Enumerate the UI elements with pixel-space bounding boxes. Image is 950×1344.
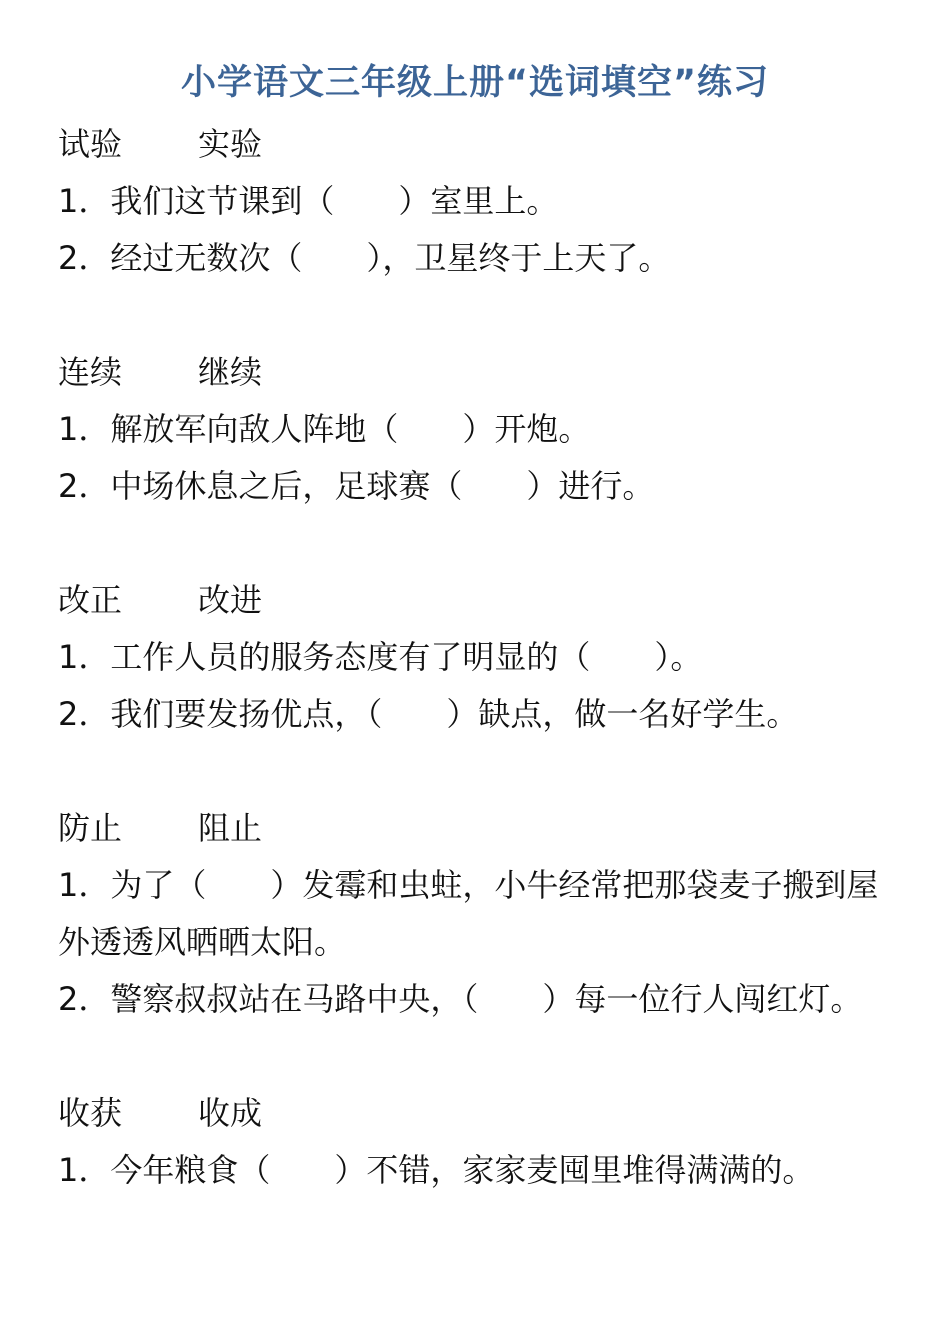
word-pair — [58, 116, 898, 173]
exercise-list — [58, 116, 898, 1256]
fill-in-sentence: 1．解放军向敌人阵地（ ）开炮。 — [58, 410, 591, 448]
word-pair — [58, 1085, 898, 1142]
word-option: 改进 — [198, 581, 263, 619]
fill-in-sentence: 1．工作人员的服务态度有了明显的（ ）。 — [58, 638, 703, 676]
word-option: 继续 — [198, 353, 263, 391]
word-option: 试验 — [58, 125, 123, 163]
word-pair — [58, 572, 898, 629]
fill-in-sentence: 2．中场休息之后，足球赛（ ）进行。 — [58, 467, 655, 505]
word-option: 收成 — [198, 1094, 263, 1132]
exercise-group — [58, 800, 898, 1028]
fill-in-sentence: 2．我们要发扬优点，（ ）缺点，做一名好学生。 — [58, 695, 799, 733]
word-option: 收获 — [58, 1094, 123, 1132]
exercise-group — [58, 572, 898, 743]
word-option: 实验 — [198, 125, 263, 163]
fill-in-sentence: 1．为了（ ）发霉和虫蛀，小牛经常把那袋麦子搬到屋外透透风晒晒太阳。 — [58, 866, 879, 961]
fill-in-sentence: 1．今年粮食（ ）不错，家家麦囤里堆得满满的。 — [58, 1151, 815, 1189]
fill-in-sentence: 1．我们这节课到（ ）室里上。 — [58, 182, 559, 220]
word-option: 阻止 — [198, 809, 263, 847]
word-option: 改正 — [58, 581, 123, 619]
exercise-group — [58, 116, 898, 287]
fill-in-sentence: 2．警察叔叔站在马路中央，（ ）每一位行人闯红灯。 — [58, 980, 863, 1018]
exercise-group — [58, 344, 898, 515]
word-option: 防止 — [58, 809, 123, 847]
word-pair — [58, 800, 898, 857]
page-title: 小学语文三年级上册“选词填空”练习 — [180, 63, 769, 103]
word-pair — [58, 344, 898, 401]
fill-in-sentence: 2．经过无数次（ ），卫星终于上天了。 — [58, 239, 671, 277]
exercise-group — [58, 1085, 898, 1199]
word-option: 连续 — [58, 353, 123, 391]
